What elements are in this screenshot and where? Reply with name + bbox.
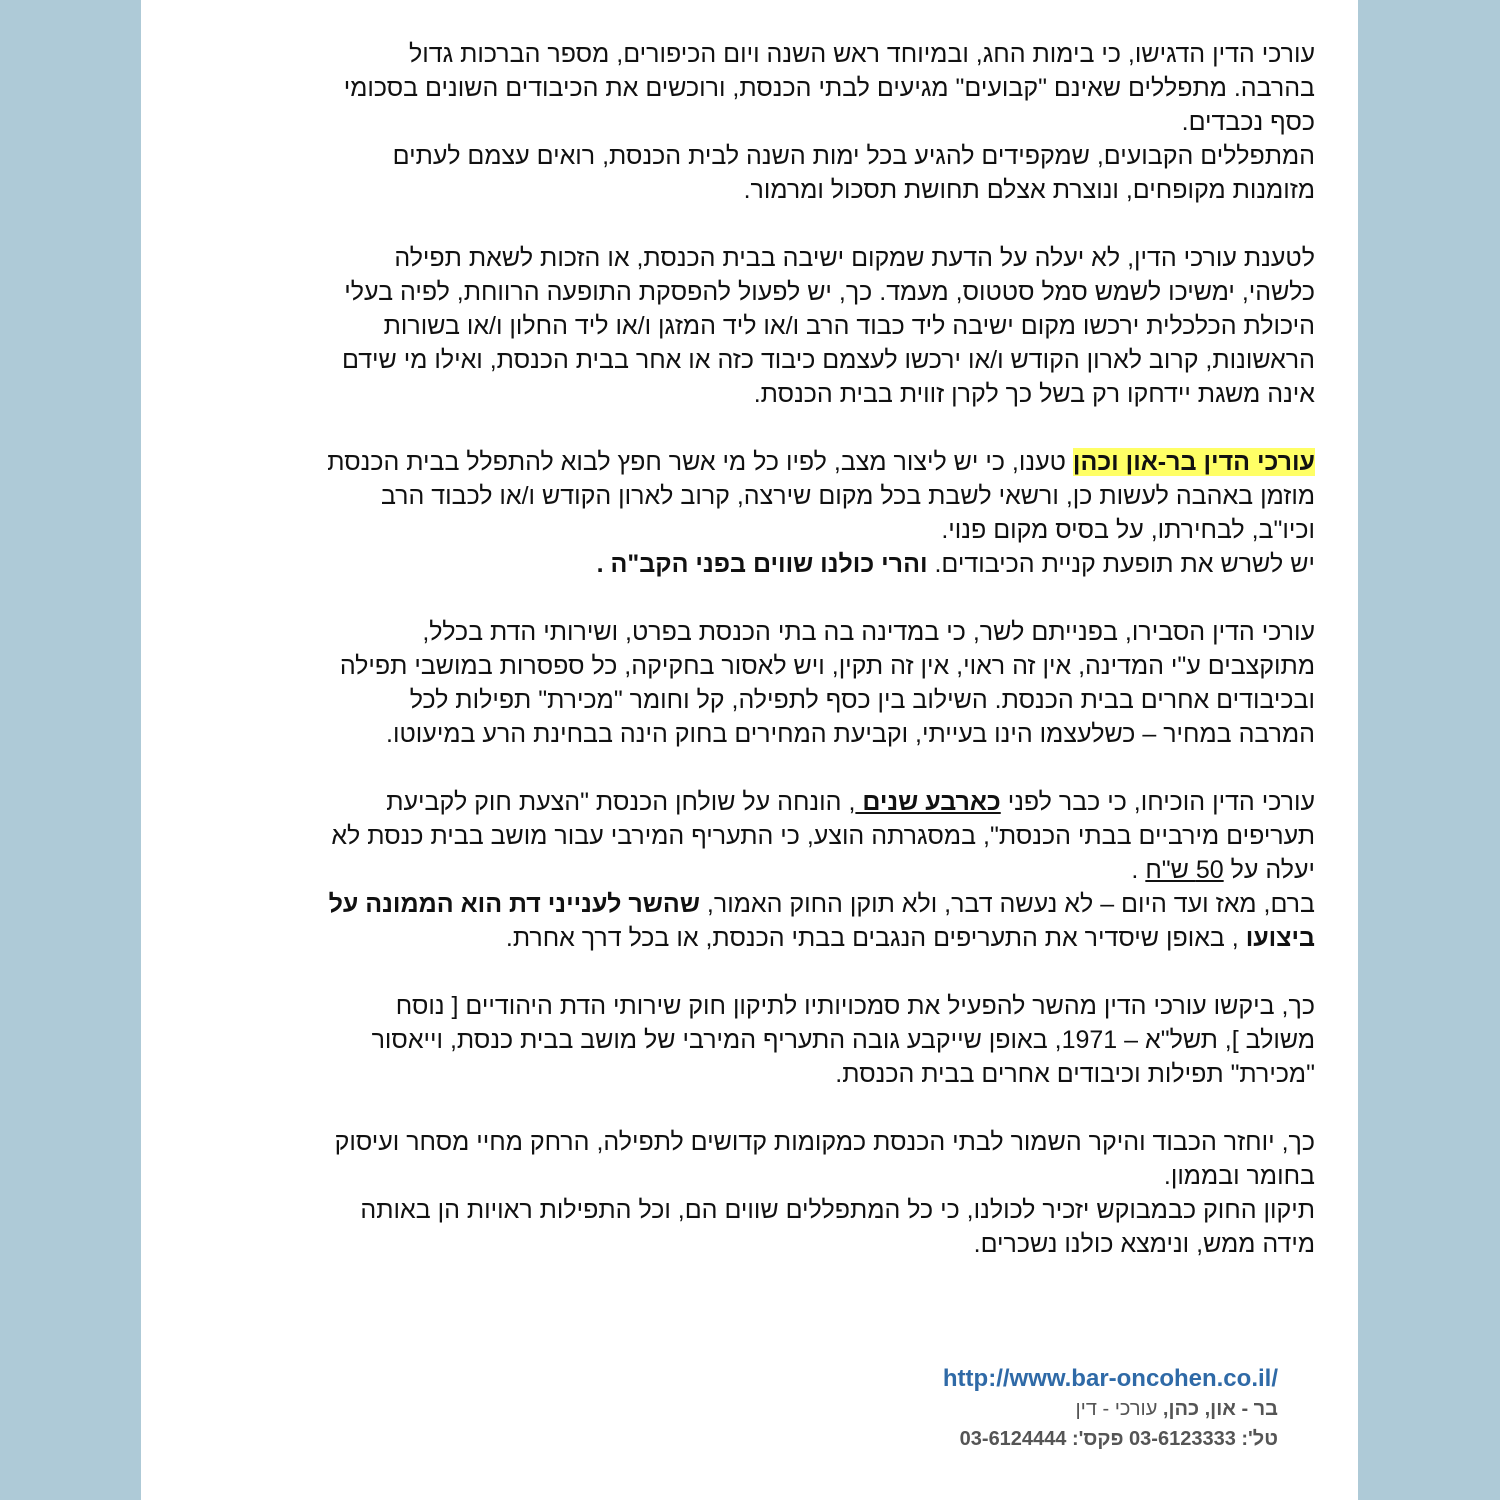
document-body <box>239 37 1315 1295</box>
bold-statement: והרי כולנו שווים בפני הקב"ה . <box>596 550 928 578</box>
text-line: כך, יוחזר הכבוד והיקר השמור לבתי הכנסת כמקומות קדושים לתפילה, הרחק מחיי מסחר ועיסוק <box>334 1128 1315 1156</box>
text-segment: . <box>1131 856 1146 884</box>
text-segment: יש לשרש את תופעת קניית הכיבודים. <box>927 550 1315 578</box>
text-line: כלשהי, ימשיכו לשמש סמל סטטוס, מעמד. כך, יש לפעול להפסקת התופעה הרווחת, לפיה בעלי <box>344 278 1315 306</box>
text-line <box>239 921 1315 955</box>
text-line <box>239 887 1315 921</box>
paragraph-3 <box>239 445 1315 581</box>
text-line: המרבה במחיר – כשלעצמו הינו בעייתי, וקביעת המחירים בחוק הינה בבחינת הרע במיעוטו. <box>386 720 1315 748</box>
firm-name <box>943 1394 1278 1424</box>
text-line: מידה ממש, ונימצא כולנו נשכרים. <box>973 1230 1315 1258</box>
text-segment: , באופן שיסדיר את התעריפים הנגבים בבתי הכנסת, או בכל דרך אחרת. <box>505 924 1246 952</box>
text-line: המתפללים הקבועים, שמקפידים להגיע בכל ימות השנה לבית הכנסת, רואים עצמם לעתים <box>392 142 1315 170</box>
website-link[interactable]: http://www.bar-oncohen.co.il/ <box>942 1365 1278 1392</box>
text-line: "מכירת" תפילות וכיבודים אחרים בבית הכנסת. <box>835 1060 1315 1088</box>
text-line: הראשונות, קרוב לארון הקודש ו/או ירכשו לעצמם כיבוד כזה או אחר בבית הכנסת, ואילו מי שידם <box>341 346 1315 374</box>
text-line: תיקון החוק כבמבוקש יזכיר לכולנו, כי כל המתפללים שווים הם, וכל התפילות ראויות הן באותה <box>360 1196 1315 1224</box>
text-line: מוזמן באהבה לעשות כן, ורשאי לשבת בכל מקום שירצה, קרוב לארון הקודש ו/או לכבוד הרב <box>380 482 1315 510</box>
text-segment: יעלה על <box>1223 856 1315 884</box>
footer <box>943 1364 1278 1454</box>
text-line: כך, ביקשו עורכי הדין מהשר להפעיל את סמכויותיו לתיקון חוק שירותי הדת היהודיים [ נוסח <box>395 992 1315 1020</box>
bold-statement: ביצועו <box>1245 924 1315 952</box>
text-line: היכולת הכלכלית ירכשו מקום ישיבה ליד כבוד הרב ו/או ליד המזגן ו/או ליד החלון ו/או בשורות <box>383 312 1315 340</box>
text-line: תעריפים מירביים בבתי הכנסת", במסגרתה הוצע, כי התעריף המירבי עבור מושב בבית כנסת לא <box>331 822 1315 850</box>
contact-phone-fax: טל': 03-6123333 פקס': 03-6124444 <box>959 1428 1278 1450</box>
text-line: אינה משגת יידחקו רק בשל כך לקרן זווית בבית הכנסת. <box>753 380 1315 408</box>
text-line <box>239 853 1315 887</box>
text-line <box>239 547 1315 581</box>
text-line: עורכי הדין הדגישו, כי בימות החג, ובמיוחד ראש השנה ויום הכיפורים, מספר הברכות גדול <box>409 40 1315 68</box>
bold-statement: שהשר לענייני דת הוא הממונה על <box>328 890 700 918</box>
paragraph-5 <box>239 785 1315 955</box>
underlined-price: 50 ש"ח <box>1145 856 1224 884</box>
text-line: משולב ], תשל"א – 1971, באופן שייקבע גובה התעריף המירבי של מושב בבית כנסת, וייאסור <box>371 1026 1315 1054</box>
highlighted-name: עורכי הדין בר-און וכהן <box>1072 448 1315 476</box>
text-line: כסף נכבדים. <box>1181 108 1315 136</box>
text-line: בהרבה. מתפללים שאינם "קבועים" מגיעים לבתי הכנסת, ורוכשים את הכיבודים השונים בסכומי <box>343 74 1315 102</box>
firm-title: עורכי - דין <box>1075 1398 1163 1420</box>
paragraph-6 <box>239 989 1315 1091</box>
firm-name-bold: בר - און, כהן, <box>1162 1398 1278 1420</box>
text-line: מתוקצבים ע"י המדינה, אין זה ראוי, אין זה תקין, ויש לאסור בחקיקה, כל ספסרות במושבי תפילה <box>339 652 1315 680</box>
text-segment: עורכי הדין הוכיחו, כי כבר לפני <box>1000 788 1315 816</box>
underlined-phrase: כארבע שנים <box>855 788 1001 816</box>
document-page <box>141 0 1358 1500</box>
paragraph-7 <box>239 1125 1315 1261</box>
text-segment: ברם, מאז ועד היום – לא נעשה דבר, ולא תוקן החוק האמור, <box>699 890 1315 918</box>
text-line: לטענת עורכי הדין, לא יעלה על הדעת שמקום ישיבה בבית הכנסת, או הזכות לשאת תפילה <box>394 244 1315 272</box>
text-line: מזומנות מקופחים, ונוצרת אצלם תחושת תסכול ומרמור. <box>743 176 1315 204</box>
text-segment: טענו, כי יש ליצור מצב, לפיו כל מי אשר חפץ לבוא להתפלל בבית הכנסת <box>327 448 1073 476</box>
text-line <box>239 445 1315 479</box>
paragraph-2 <box>239 241 1315 411</box>
paragraph-1 <box>239 37 1315 207</box>
paragraph-4 <box>239 615 1315 751</box>
text-line <box>239 785 1315 819</box>
text-segment: , הונחה על שולחן הכנסת "הצעת חוק לקביעת <box>386 788 856 816</box>
text-line: בחומר ובממון. <box>1163 1162 1315 1190</box>
text-line: וכיו"ב, לבחירתו, על בסיס מקום פנוי. <box>941 516 1315 544</box>
text-line: ובכיבודים אחרים בבית הכנסת. השילוב בין כסף לתפילה, קל וחומר "מכירת" תפילות לכל <box>409 686 1315 714</box>
text-line: עורכי הדין הסבירו, בפנייתם לשר, כי במדינה בה בתי הכנסת בפרט, ושירותי הדת בכלל, <box>422 618 1315 646</box>
